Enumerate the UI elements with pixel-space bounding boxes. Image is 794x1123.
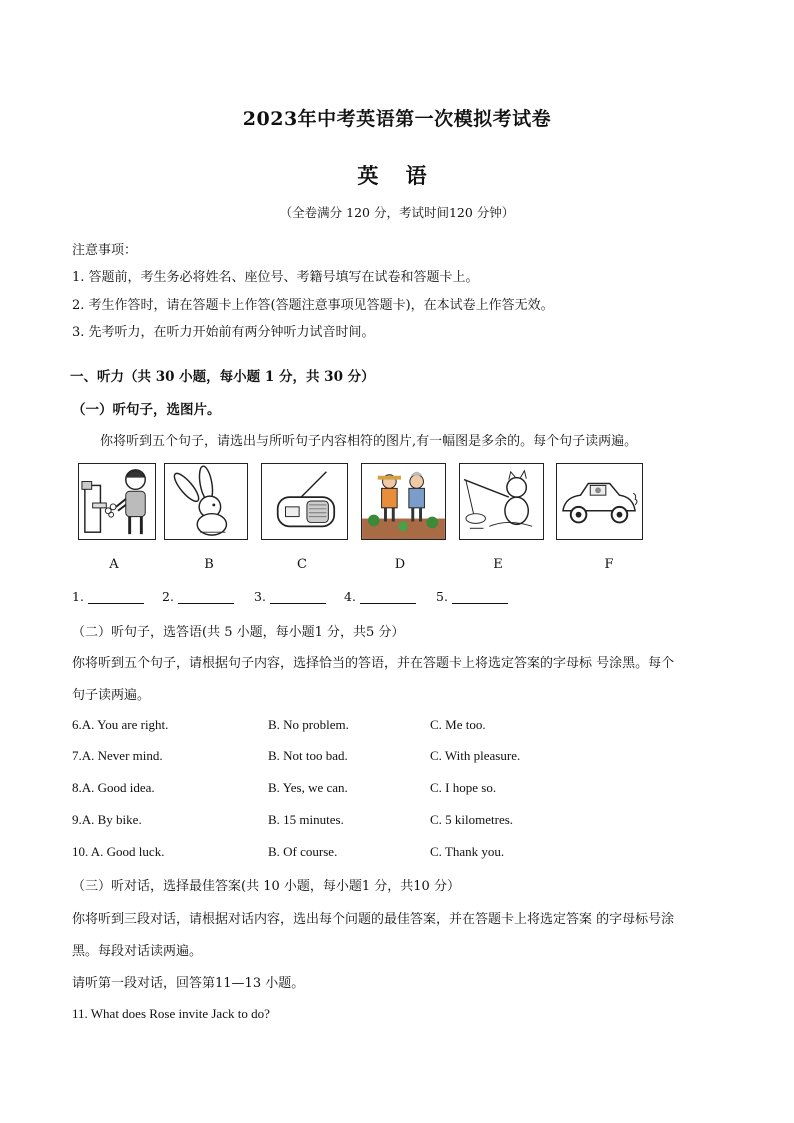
- picture-c: [261, 463, 348, 540]
- option-c[interactable]: C. I hope so.: [430, 780, 497, 795]
- blank-line: [270, 591, 326, 604]
- score-info: （全卷满分 120 分，考试时间120 分钟）: [279, 205, 515, 220]
- picture-label-c: C: [297, 557, 307, 572]
- picture-label-b: B: [204, 557, 214, 572]
- section1-heading: （一）听句子，选图片。: [72, 402, 221, 418]
- section2-heading: （二）听句子，选答语(共 5 小题，每小题1 分，共5 分）: [72, 625, 405, 640]
- blank-label: 1.: [72, 589, 84, 604]
- section3-heading: （三）听对话，选择最佳答案(共 10 小题，每小题1 分，共10 分）: [72, 879, 460, 894]
- answer-blank-5[interactable]: [436, 589, 508, 604]
- note-item-1: 1. 答题前，考生务必将姓名、座位号、考籍号填写在试卷和答题卡上。: [72, 270, 479, 285]
- blank-line: [360, 591, 416, 604]
- picture-label-d: D: [394, 557, 406, 572]
- blank-label: 5.: [436, 589, 448, 604]
- notes-heading: 注意事项：: [72, 243, 138, 258]
- section3-instruction-line1: 你将听到三段对话，请根据对话内容，选出每个问题的最佳答案，并在答题卡上将选定答案 的字母标号涂: [72, 912, 675, 927]
- gardening-picture: [362, 464, 445, 539]
- picture-d: [361, 463, 446, 540]
- part1-heading: 一、听力（共 30 小题，每小题 1 分，共 30 分）: [70, 369, 375, 385]
- dialogue1-instruction: 请听第一段对话，回答第11—13 小题。: [72, 976, 305, 991]
- option-b[interactable]: B. No problem.: [268, 717, 349, 732]
- cat-fishing-picture: [460, 464, 543, 539]
- option-a[interactable]: 8.A. Good idea.: [72, 780, 155, 795]
- blank-label: 4.: [344, 589, 356, 604]
- answer-blank-2[interactable]: [162, 589, 234, 604]
- picture-label-f: F: [604, 557, 614, 572]
- answer-blank-1[interactable]: [72, 589, 144, 604]
- option-a[interactable]: 10. A. Good luck.: [72, 844, 165, 859]
- note-item-2: 2. 考生作答时，请在答题卡上作答(答题注意事项见答题卡)，在本试卷上作答无效。: [72, 298, 554, 313]
- picture-label-e: E: [493, 557, 503, 572]
- question-11: 11. What does Rose invite Jack to do?: [72, 1006, 270, 1021]
- option-a[interactable]: 9.A. By bike.: [72, 812, 142, 827]
- option-c[interactable]: C. Thank you.: [430, 844, 505, 859]
- exam-title: 2023年中考英语第一次模拟考试卷: [242, 108, 552, 130]
- option-b[interactable]: B. Not too bad.: [268, 748, 348, 763]
- blank-line: [452, 591, 508, 604]
- picture-a: [78, 463, 156, 540]
- option-a[interactable]: 6.A. You are right.: [72, 717, 169, 732]
- section2-instruction-line2: 句子读两遍。: [72, 688, 151, 703]
- option-b[interactable]: B. 15 minutes.: [268, 812, 344, 827]
- picture-b: [164, 463, 248, 540]
- picture-e: [459, 463, 544, 540]
- section3-instruction-line2: 黑。每段对话读两遍。: [72, 944, 203, 959]
- option-a[interactable]: 7.A. Never mind.: [72, 748, 163, 763]
- section2-instruction-line1: 你将听到五个句子，请根据句子内容，选择恰当的答语，并在答题卡上将选定答案的字母标 号涂黑。每个: [72, 656, 675, 671]
- blank-line: [178, 591, 234, 604]
- answer-blank-4[interactable]: [344, 589, 416, 604]
- option-c[interactable]: C. 5 kilometres.: [430, 812, 514, 827]
- subject-title: 英 语: [357, 163, 437, 188]
- blank-line: [88, 591, 144, 604]
- answer-blank-3[interactable]: [254, 589, 326, 604]
- blank-label: 3.: [254, 589, 266, 604]
- rabbit-picture: [165, 464, 247, 539]
- picture-f: [556, 463, 643, 540]
- option-b[interactable]: B. Of course.: [268, 844, 338, 859]
- radio-picture: [262, 464, 347, 539]
- option-c[interactable]: C. With pleasure.: [430, 748, 521, 763]
- section1-instruction: 你将听到五个句子，请选出与所听句子内容相符的图片,有一幅图是多余的。每个句子读两遍。: [100, 434, 638, 449]
- note-item-3: 3. 先考听力，在听力开始前有两分钟听力试音时间。: [72, 325, 375, 340]
- blank-label: 2.: [162, 589, 174, 604]
- option-c[interactable]: C. Me too.: [430, 717, 486, 732]
- option-b[interactable]: B. Yes, we can.: [268, 780, 348, 795]
- car-picture: [557, 464, 642, 539]
- picture-label-a: A: [109, 557, 119, 572]
- washing-hands-picture: [79, 464, 155, 539]
